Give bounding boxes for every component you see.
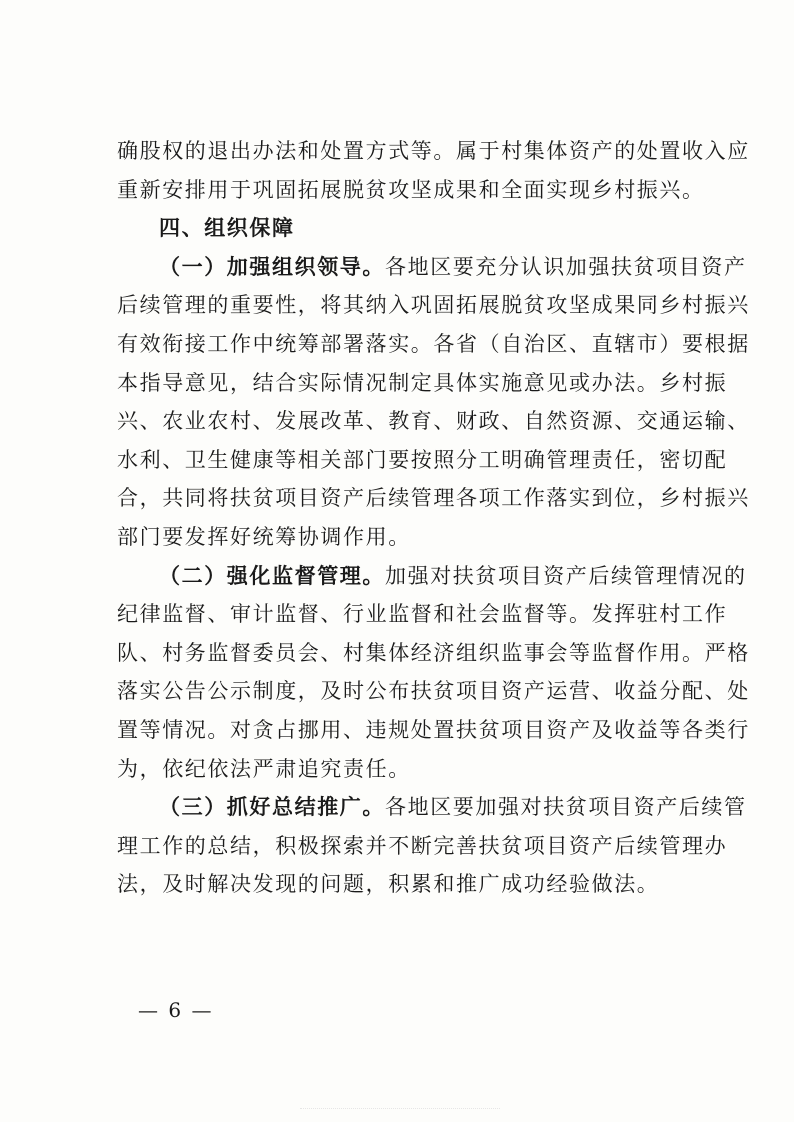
text-line: 法，及时解决发现的问题，积累和推广成功经验做法。	[117, 872, 660, 897]
text-line: 有效衔接工作中统筹部署落实。各省（自治区、直辖市）要根据	[117, 331, 750, 356]
text-line: 纪律监督、审计监督、行业监督和社会监督等。发挥驻村工作	[117, 602, 728, 627]
text-line: 兴、农业农村、发展改革、教育、财政、自然资源、交通运输、	[117, 409, 750, 434]
text-line: 队、村务监督委员会、村集体经济组织监事会等监督作用。严格	[117, 640, 750, 665]
text-line: 为，依纪依法严肃追究责任。	[117, 756, 411, 781]
paragraph-first-line	[117, 248, 747, 287]
text-line: 落实公告公示制度，及时公布扶贫项目资产运营、收益分配、处	[117, 679, 750, 704]
paragraph-title: （一）加强组织领导。	[159, 254, 385, 279]
text-line: 水利、卫生健康等相关部门要按照分工明确管理责任，密切配	[117, 447, 728, 472]
text-line: 理工作的总结，积极探索并不断完善扶贫项目资产后续管理办	[117, 833, 728, 858]
text-line: 重新安排用于巩固拓展脱贫攻坚成果和全面实现乡村振兴。	[117, 177, 705, 202]
text-line: 合，共同将扶贫项目资产后续管理各项工作落实到位，乡村振兴	[117, 486, 750, 511]
text-run: 各地区要加强对扶贫项目资产后续管	[385, 795, 747, 820]
text-line: 确股权的退出办法和处置方式等。属于村集体资产的处置收入应	[117, 139, 750, 163]
text-run: 各地区要充分认识加强扶贫项目资产	[385, 254, 747, 279]
paragraph-title: （二）强化监督管理。	[159, 563, 385, 588]
text-line: 部门要发挥好统筹协调作用。	[117, 524, 411, 549]
text-line: 置等情况。对贪占挪用、违规处置扶贫项目资产及收益等各类行	[117, 717, 750, 742]
text-run: 加强对扶贫项目资产后续管理情况的	[385, 563, 747, 588]
document-body	[117, 132, 750, 904]
paragraph-title: （三）抓好总结推广。	[159, 795, 385, 820]
paragraph-first-line	[117, 557, 747, 596]
page-number: — 6 —	[138, 998, 214, 1022]
text-line: 本指导意见，结合实际情况制定具体实施意见或办法。乡村振	[117, 370, 728, 395]
paragraph-first-line	[117, 788, 747, 827]
scan-artifact	[300, 1108, 500, 1110]
text-line: 后续管理的重要性，将其纳入巩固拓展脱贫攻坚成果同乡村振兴	[117, 293, 750, 318]
section-heading: 四、组织保障	[159, 216, 295, 241]
